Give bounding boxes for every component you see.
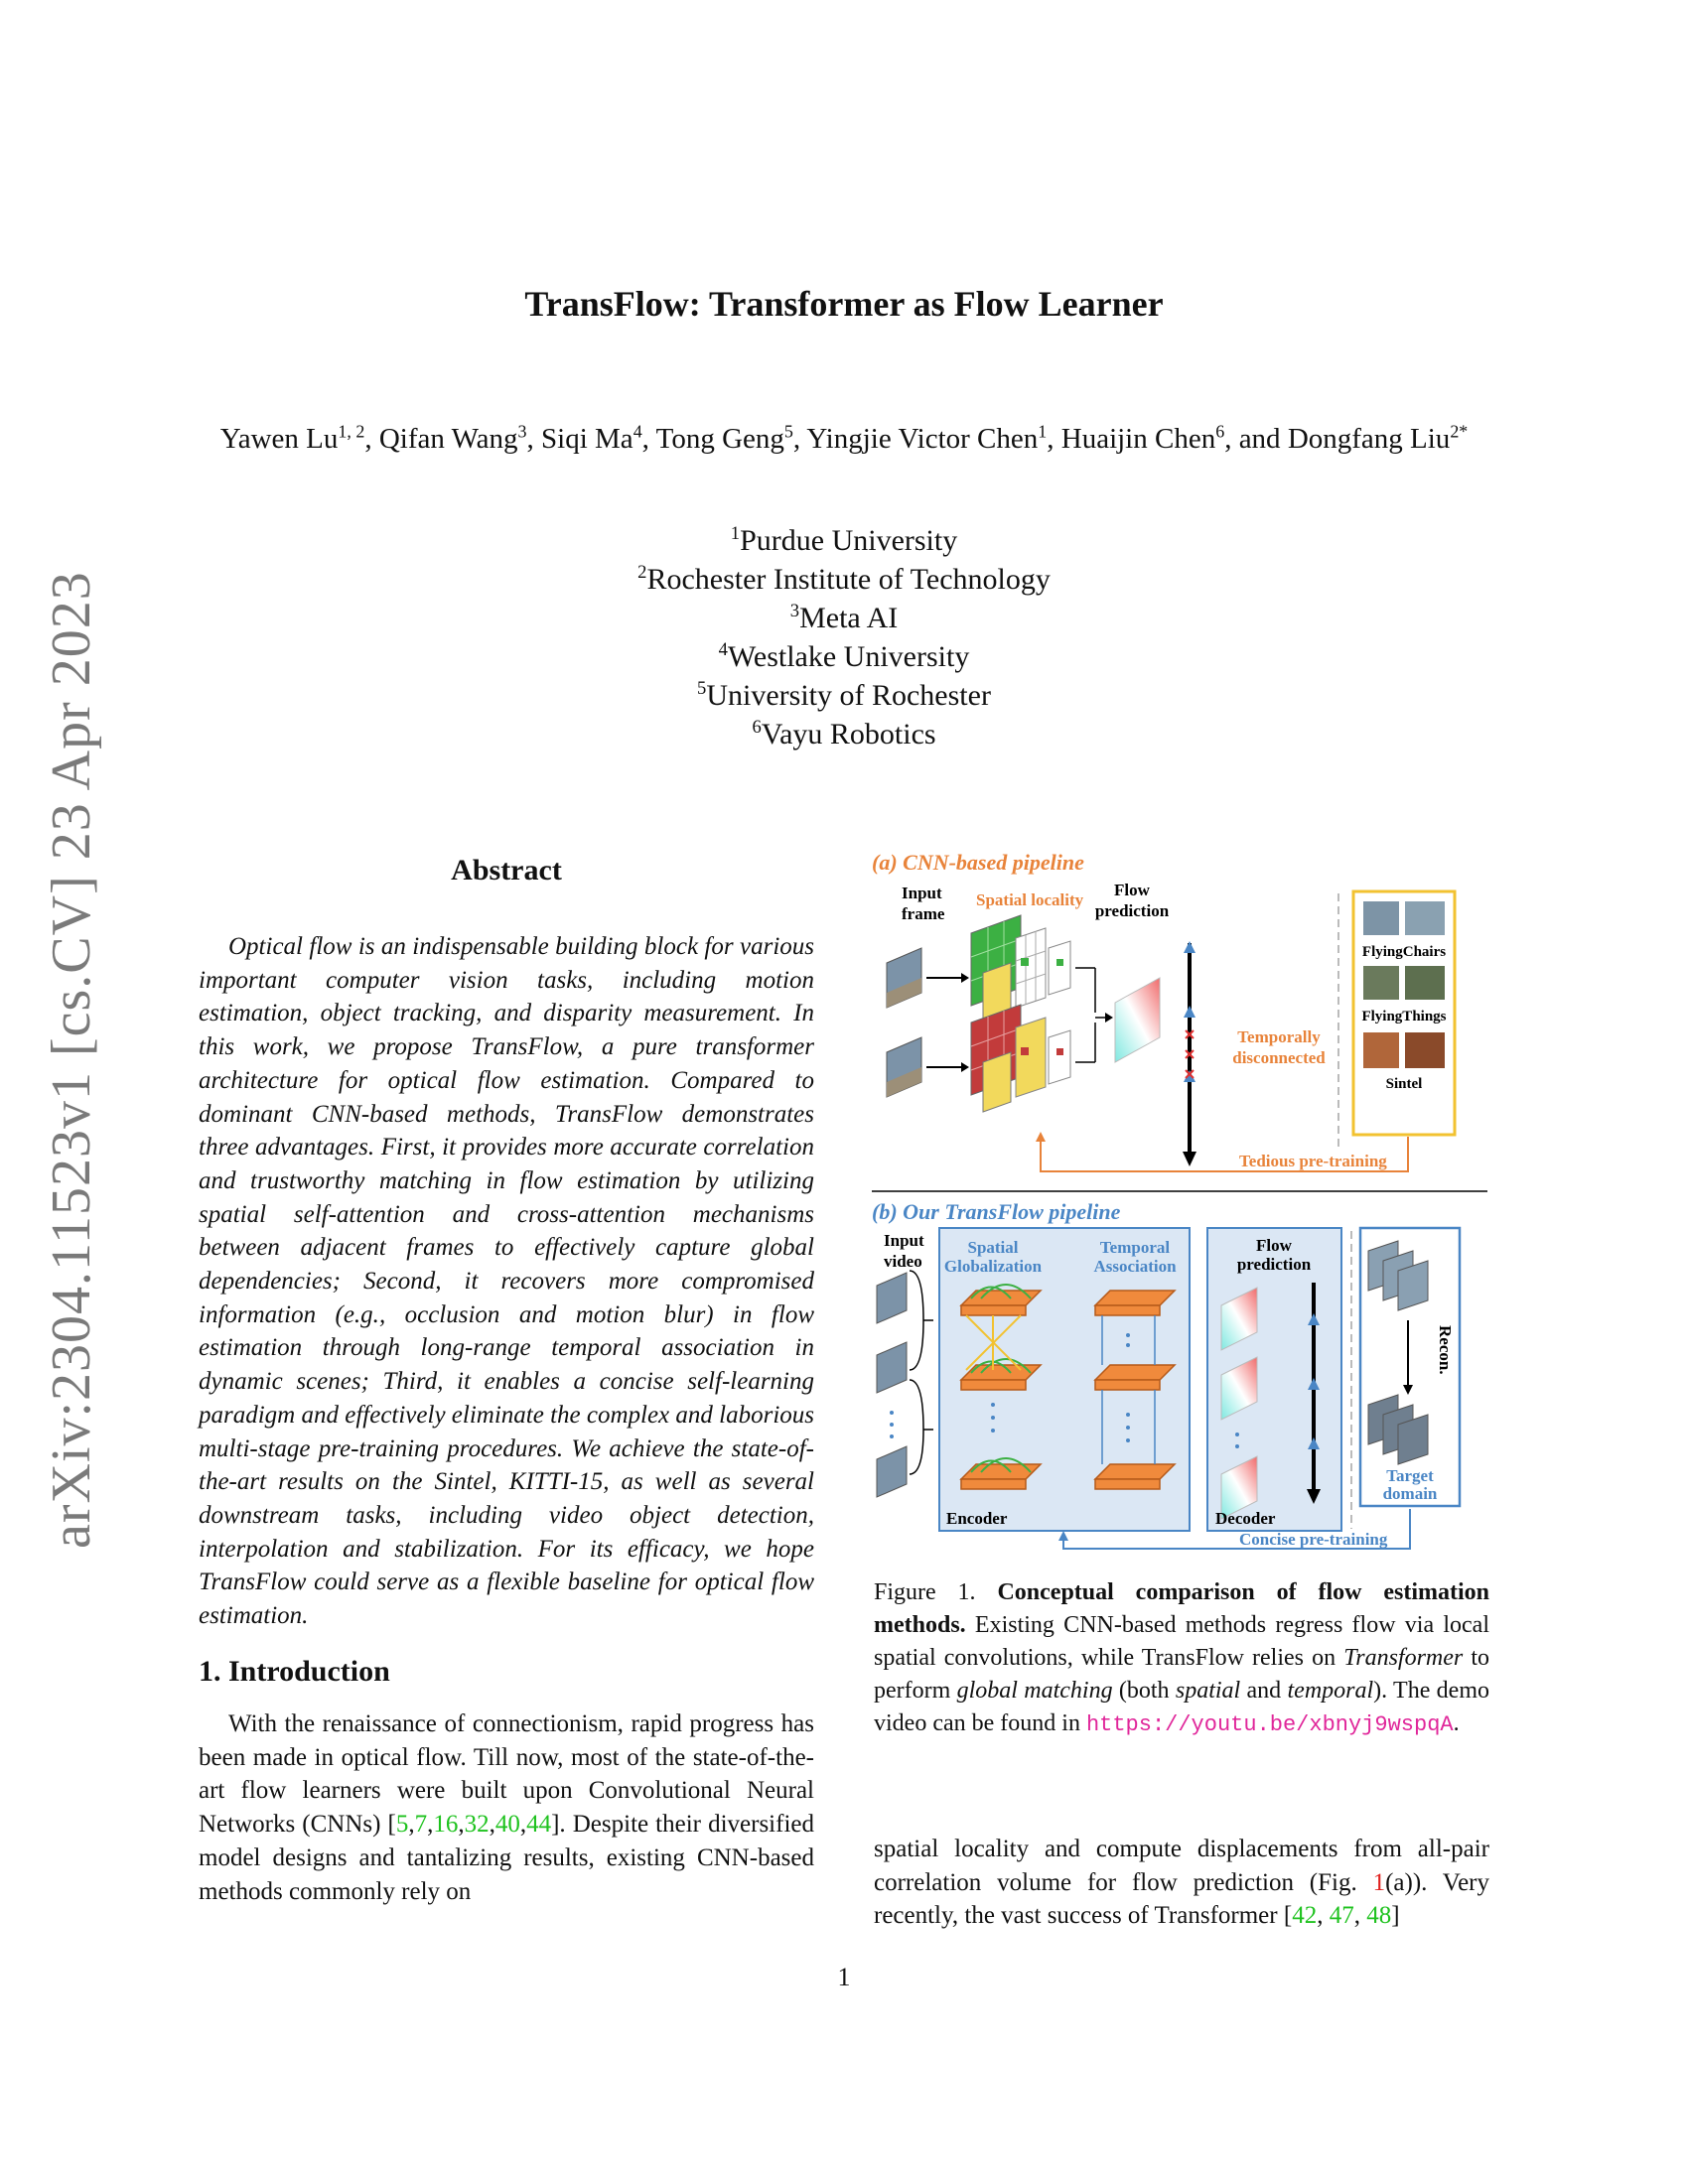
encoder-label: Encoder (946, 1509, 1008, 1528)
dataset-image (1405, 901, 1445, 935)
temporally-label-1: Temporally (1237, 1027, 1321, 1046)
concise-label: Concise pre-training (1239, 1530, 1388, 1549)
temporally-label-2: disconnected (1232, 1048, 1326, 1067)
author-list (199, 419, 1489, 459)
intro-continued: spatial locality and compute displacements from all-pair correlation volume for flow prediction (Fig. 1(a)). Very recently, the vast success of Transformer [42, 47, 48] (874, 1836, 1489, 1930)
spatial-glob-label-2: Globalization (943, 1257, 1043, 1276)
affiliation-mark: 4 (718, 639, 728, 660)
dataset-image (1363, 1032, 1399, 1068)
recon-label: Recon. (1436, 1325, 1455, 1375)
affiliation-mark: 6 (752, 717, 762, 738)
tedious-label: Tedious pre-training (1239, 1152, 1387, 1170)
input-video-label-1: Input (884, 1231, 924, 1250)
author-affiliation-mark: 4 (633, 421, 642, 442)
author-name: Tong Geng (655, 423, 784, 455)
demo-video-link[interactable]: https://youtu.be/xbnyj9wspqA (1085, 1712, 1454, 1737)
affiliation (0, 676, 1688, 715)
citation-link[interactable]: 47 (1329, 1902, 1354, 1930)
affiliation-name: Vayu Robotics (761, 718, 936, 751)
author-name: Huaijin Chen (1060, 423, 1216, 455)
panel-b-title: (b) Our TransFlow pipeline (872, 1199, 1121, 1224)
author-name: Yawen Lu (219, 423, 339, 455)
spatial-locality-label: Spatial locality (976, 890, 1084, 909)
input-frame-label-1: Input (902, 884, 942, 902)
citation-link[interactable]: 40 (494, 1811, 520, 1839)
flow-prediction-label-a2: prediction (1094, 901, 1170, 920)
page-number: 1 (837, 1963, 851, 1991)
author-separator: , (792, 423, 807, 455)
citation-link[interactable]: 16 (433, 1811, 459, 1839)
target-domain-label-1: Target (1386, 1466, 1434, 1485)
dataset-flyingchairs: FlyingChairs (1361, 944, 1447, 960)
spatial-glob-label-1: Spatial (967, 1238, 1019, 1257)
panel-a-title: (a) CNN-based pipeline (872, 854, 1084, 875)
author-affiliation-mark: 2* (1450, 421, 1469, 442)
author-separator: , (641, 423, 656, 455)
author-affiliation-mark: 5 (783, 421, 793, 442)
intro-heading: 1. Introduction (199, 1655, 390, 1688)
affiliation-mark: 3 (789, 601, 800, 621)
input-frame-image-1 (887, 948, 921, 1008)
affiliation-list (0, 521, 1688, 753)
author-affiliation-mark: 3 (517, 421, 527, 442)
citation-link[interactable]: 7 (414, 1811, 428, 1839)
affiliation-name: University of Rochester (706, 679, 991, 712)
author-separator: , (364, 423, 379, 455)
dataset-flyingthings: FlyingThings (1361, 1009, 1447, 1024)
flow-map-a (1115, 978, 1160, 1062)
figure-caption: Figure 1. Conceptual comparison of flow estimation methods. Existing CNN-based methods regress flow via local spatial convolutions, while TransFlow relies on Transformer to perform global matching (both spatial and temporal). The demo video can be found in https://youtu.be/xbnyj9wspqA. (874, 1579, 1490, 1737)
author-affiliation-mark: 1, 2 (338, 421, 365, 442)
temporal-assoc-label-2: Association (1093, 1257, 1177, 1276)
author-separator: , (526, 423, 542, 455)
affiliation-name: Westlake University (727, 640, 970, 673)
affiliation-mark: 2 (637, 562, 647, 583)
target-domain-label-2: domain (1382, 1484, 1438, 1503)
affiliation (0, 521, 1688, 560)
author-affiliation-mark: 6 (1215, 421, 1225, 442)
dataset-image (1363, 966, 1399, 1000)
figure-ref-link[interactable]: 1 (1372, 1868, 1386, 1896)
paper-title: TransFlow: Transformer as Flow Learner (524, 284, 1164, 324)
arxiv-stamp: arXiv:2304.11523v1 [cs.CV] 23 Apr 2023 (41, 571, 102, 1549)
citation-link[interactable]: 44 (526, 1811, 552, 1839)
citation-link[interactable]: 42 (1292, 1902, 1318, 1930)
intro-body: With the renaissance of connectionism, rapid progress has been made in optical flow. Till now, most of the state-of-the-art flow learners were built upon Convolutional Neural Networks (CNNs) [5,7,16,32,40,44]. Despite their diversified model designs and tantalizing results, existing CNN-based methods commonly rely on (199, 1710, 814, 1905)
affiliation (0, 637, 1688, 676)
author-name: Qifan Wang (378, 423, 518, 455)
dataset-image (1405, 1032, 1445, 1068)
affiliation-name: Purdue University (740, 524, 958, 557)
input-video-label-2: video (884, 1252, 922, 1271)
author-separator: , and (1224, 423, 1288, 455)
citation-link[interactable]: 5 (395, 1811, 409, 1839)
dataset-sintel: Sintel (1385, 1076, 1423, 1092)
input-video-frames (877, 1273, 907, 1497)
affiliation-mark: 5 (697, 678, 707, 699)
affiliation-mark: 1 (730, 523, 741, 544)
abstract-heading: Abstract (451, 854, 562, 887)
input-frame-label-2: frame (902, 904, 945, 923)
dataset-image (1363, 901, 1399, 935)
citation-link[interactable]: 48 (1366, 1902, 1392, 1930)
author-name: Dongfang Liu (1287, 423, 1451, 455)
dataset-image (1405, 966, 1445, 1000)
affiliation-name: Rochester Institute of Technology (646, 563, 1051, 596)
affiliation (0, 715, 1688, 753)
affiliation (0, 599, 1688, 637)
abstract-body: Optical flow is an indispensable building block for various important computer vision tasks, including motion estimation, object tracking, and disparity measurement. In this work, we propose TransFlow, a pure transformer architecture for optical flow estimation. Compared to dominant CNN-based methods, TransFlow demonstrates three advantages. First, it provides more accurate correlation and trustworthy matching in flow estimation by utilizing spatial self-attention and cross-attention mechanisms between adjacent frames to effectively capture global dependencies; Second, it recovers more compromised information (e.g., occlusion and motion blur) in flow estimation through long-range temporal association in dynamic scenes; Third, it enables a concise self-learning paradigm and effectively eliminate the complex and laborious multi-stage pre-training procedures. We achieve the state-of-the-art results on the Sintel, KITTI-15, as well as several downstream tasks, including video object detection, interpolation and stabilization. For its efficacy, we hope TransFlow could serve as a flexible baseline for optical flow estimation. (199, 933, 814, 1630)
flow-prediction-label-a1: Flow (1114, 881, 1150, 899)
author-name: Yingjie Victor Chen (806, 423, 1039, 455)
author-affiliation-mark: 1 (1038, 421, 1048, 442)
decoder-label: Decoder (1215, 1509, 1276, 1528)
flow-prediction-label-b1: Flow (1256, 1236, 1292, 1255)
affiliation (0, 560, 1688, 599)
author-separator: , (1047, 423, 1061, 455)
input-frame-image-2 (887, 1037, 921, 1097)
citation-link[interactable]: 32 (464, 1811, 490, 1839)
author-name: Siqi Ma (541, 423, 633, 455)
temporal-assoc-label-1: Temporal (1099, 1238, 1171, 1257)
affiliation-name: Meta AI (799, 602, 899, 634)
figure-1 (872, 854, 1487, 1559)
flow-prediction-label-b2: prediction (1236, 1255, 1312, 1274)
